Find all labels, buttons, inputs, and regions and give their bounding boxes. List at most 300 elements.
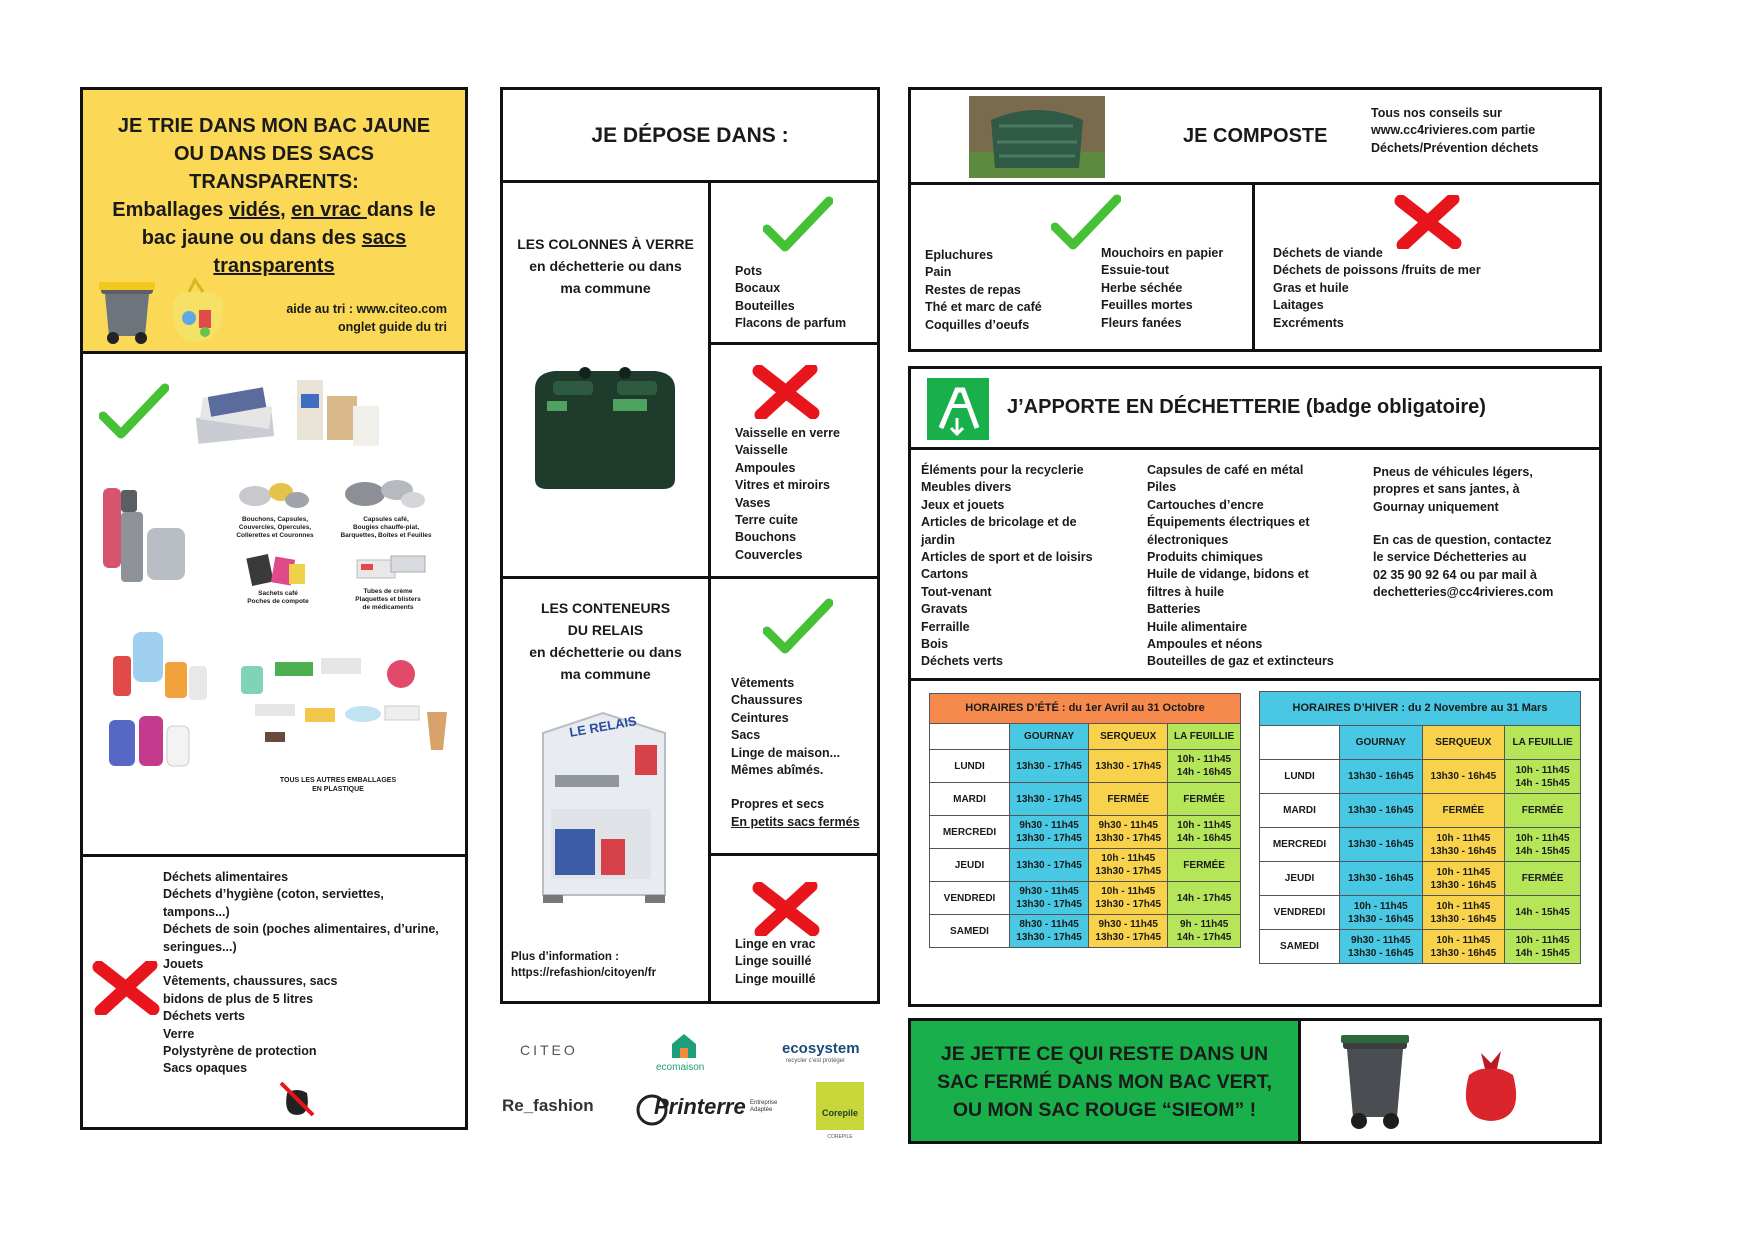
hours-cell <box>1505 930 1581 964</box>
winter-hours-title: HORAIRES D’HIVER : du 2 Novembre au 31 Mars <box>1260 692 1581 726</box>
decheterie-contact-line: 02 35 90 92 64 ou par mail à <box>1373 567 1537 582</box>
hours-row <box>1260 896 1581 930</box>
day-cell: LUNDI <box>930 750 1010 783</box>
compost-refused-item: Déchets de poissons /fruits de mer <box>1273 263 1481 278</box>
compost-accepted-item: Thé et marc de café <box>925 300 1042 315</box>
hours-value: 10h - 11h45 <box>1177 754 1232 765</box>
decheterie-item: Meubles divers <box>921 480 1012 495</box>
relais-accepted-panel <box>708 576 880 856</box>
yellow-bin-subtitle-line: bac jaune ou dans des sacs <box>141 227 407 249</box>
compost-accepted-item: Essuie-tout <box>1101 263 1170 278</box>
decheterie-tyre-note: Pneus de véhicules légers, <box>1373 465 1533 479</box>
hours-value: 10h - 11h45 <box>1515 764 1570 776</box>
hours-value: 13h30 - 17h45 <box>1095 833 1162 844</box>
day-cell: VENDREDI <box>1260 896 1340 930</box>
decheterie-hours-panel <box>908 678 1602 1007</box>
relais-refused-item: Linge mouillé <box>735 971 816 986</box>
compost-accepted-item: Herbe séchée <box>1101 280 1183 295</box>
day-cell: LUNDI <box>1260 760 1340 794</box>
hours-cell <box>1010 816 1089 849</box>
refused-item: Vêtements, chaussures, sacs <box>163 974 338 989</box>
hours-cell <box>1340 930 1423 964</box>
hours-row <box>930 750 1241 783</box>
printerre-tagline: Adaptée <box>750 1107 773 1113</box>
hours-cell <box>1340 896 1423 930</box>
glass-refused-item: Ampoules <box>735 460 796 475</box>
hours-cell <box>1089 816 1168 849</box>
decheterie-item: Jeux et jouets <box>921 497 1005 512</box>
hours-row <box>1260 930 1581 964</box>
relais-accepted-item: Propres et secs <box>731 797 825 812</box>
decheterie-item: Éléments pour la recyclerie <box>921 463 1084 477</box>
glass-refused-item: Vaisselle <box>735 443 788 458</box>
hours-cell <box>1505 896 1581 930</box>
hours-value: 13h30 - 17h45 <box>1095 899 1162 910</box>
summer-hours-table <box>929 693 1241 948</box>
corepile-logo <box>816 1082 864 1130</box>
yellow-bin-refused-panel <box>80 854 468 1130</box>
image-caption: Bougies chauffe-plat, <box>352 524 420 531</box>
compost-accepted-item: Pain <box>925 265 952 280</box>
depose-title: JE DÉPOSE DANS : <box>591 124 789 147</box>
relais-container-info <box>500 576 711 1004</box>
decheterie-contact-line: dechetteries@cc4rivieres.com <box>1373 585 1554 600</box>
day-cell: MERCREDI <box>930 816 1010 849</box>
glass-accepted-item: Flacons de parfum <box>735 316 847 331</box>
compost-accepted-item: Feuilles mortes <box>1101 298 1193 313</box>
refused-item: Déchets d’hygiène (coton, serviettes, <box>163 887 384 902</box>
glass-title-line: en déchetterie ou dans <box>529 258 682 274</box>
refused-item: bidons de plus de 5 litres <box>163 991 314 1006</box>
hours-value: 10h - 11h45 <box>1101 886 1156 897</box>
hours-cell <box>1422 794 1505 828</box>
hours-row <box>1260 794 1581 828</box>
image-caption: EN PLASTIQUE <box>312 786 364 793</box>
hours-cell <box>1340 760 1423 794</box>
hours-cell <box>1089 882 1168 915</box>
hours-cell <box>1168 915 1241 948</box>
decheterie-item: Articles de bricolage et de <box>921 515 1077 530</box>
compost-refused-item: Gras et huile <box>1273 280 1349 295</box>
compost-refused-item: Laitages <box>1273 298 1324 313</box>
winter-hours-table <box>1259 691 1581 964</box>
cartons-image <box>293 374 385 456</box>
printerre-logo: Printerre <box>654 1094 746 1119</box>
hours-value: FERMÉE <box>1183 859 1225 871</box>
hours-value: 13h30 - 16h45 <box>1347 839 1414 850</box>
image-caption: Capsules café, <box>363 516 409 523</box>
decheterie-title: J’APPORTE EN DÉCHETTERIE (badge obligatoire) <box>1007 396 1486 418</box>
glass-accepted-item: Pots <box>735 264 763 278</box>
hours-value: 9h30 - 11h45 <box>1098 919 1158 930</box>
decheterie-item: Tout-venant <box>921 584 992 599</box>
decheterie-tyre-note: propres et sans jantes, à <box>1373 482 1520 497</box>
hours-cell <box>1010 849 1089 882</box>
glass-refused-item: Vases <box>735 495 771 510</box>
citeo-help-line: aide au tri : www.citeo.com <box>286 302 447 316</box>
green-bin-panel <box>908 1018 1602 1144</box>
ecosystem-logo: ecosystem <box>782 1040 860 1057</box>
summer-hours-title: HORAIRES D’ÉTÉ : du 1er Avril au 31 Octobre <box>930 694 1241 724</box>
yellow-bin-subtitle-line: transparents <box>213 255 335 277</box>
hours-value: 10h - 11h45 <box>1101 853 1156 864</box>
hours-value: 10h - 11h45 <box>1436 866 1491 878</box>
decheterie-header <box>908 366 1602 450</box>
image-caption: Sachets café <box>258 590 298 597</box>
hours-row <box>1260 862 1581 896</box>
hours-cell <box>1168 816 1241 849</box>
hours-cell <box>1422 930 1505 964</box>
hours-value: 13h30 - 16h45 <box>1430 947 1497 959</box>
refused-item: tampons...) <box>163 904 230 919</box>
relais-refused-panel <box>708 853 880 1004</box>
relais-refused-item: Linge souillé <box>735 954 812 969</box>
image-caption: TOUS LES AUTRES EMBALLAGES <box>279 777 397 784</box>
compost-bin-image <box>969 96 1105 178</box>
day-cell: MERCREDI <box>1260 828 1340 862</box>
compost-accepted-item: Mouchoirs en papier <box>1101 246 1224 260</box>
compost-accepted-item: Coquilles d’oeufs <box>925 317 1030 332</box>
green-bin-title-line: SAC FERMÉ DANS MON BAC VERT, <box>937 1071 1272 1093</box>
hours-cell <box>1089 783 1168 816</box>
hours-value: 13h30 - 16h45 <box>1430 845 1497 857</box>
hours-value: 10h - 11h45 <box>1515 832 1570 844</box>
glass-refused-item: Vaisselle en verre <box>735 426 840 440</box>
ecomaison-house-icon <box>668 1030 700 1060</box>
hours-value: 13h30 - 16h45 <box>1430 913 1497 925</box>
hours-value: FERMÉE <box>1521 873 1564 884</box>
decheterie-item: Ferraille <box>921 619 970 634</box>
hours-value: 10h - 11h45 <box>1515 934 1570 946</box>
plastic-bottles-image <box>105 626 215 776</box>
hours-value: 13h30 - 17h45 <box>1016 760 1082 772</box>
hours-value: 13h30 - 17h45 <box>1095 932 1162 943</box>
check-icon <box>763 195 833 255</box>
metal-cans-image <box>93 482 193 592</box>
header-gournay: GOURNAY <box>1010 724 1089 750</box>
hours-cell <box>1168 750 1241 783</box>
transparent-bags-icon <box>165 276 231 346</box>
cross-icon <box>91 961 161 1015</box>
hours-cell <box>1505 794 1581 828</box>
corner-cell <box>1260 726 1340 760</box>
hours-cell <box>1089 849 1168 882</box>
hours-value: 14h - 15h45 <box>1515 907 1570 918</box>
yellow-bin-title-line: OU DANS DES SACS <box>173 143 375 165</box>
hours-cell <box>1010 750 1089 783</box>
check-icon <box>1051 193 1121 253</box>
refused-item: Déchets alimentaires <box>163 870 289 884</box>
decheterie-items-panel <box>908 447 1602 681</box>
compost-advice-line: www.cc4rivieres.com partie <box>1371 123 1536 138</box>
green-bin-title-box <box>911 1021 1301 1141</box>
hours-cell <box>1168 783 1241 816</box>
decheterie-tyre-note: Gournay uniquement <box>1373 499 1499 514</box>
hours-value: 13h30 - 17h45 <box>1095 760 1162 772</box>
refused-item: Déchets verts <box>163 1009 245 1024</box>
hours-cell <box>1010 882 1089 915</box>
hours-cell <box>1340 794 1423 828</box>
hours-cell <box>1089 750 1168 783</box>
compost-advice-line: Déchets/Prévention déchets <box>1371 140 1539 155</box>
decheterie-item: Produits chimiques <box>1147 550 1263 565</box>
decheterie-item: Cartouches d’encre <box>1147 497 1264 512</box>
relais-accepted-item: Mêmes abîmés. <box>731 763 824 778</box>
decheterie-item: Cartons <box>921 567 969 582</box>
relais-refused-item: Linge en vrac <box>735 937 816 951</box>
green-wheelie-bin-icon <box>1339 1033 1415 1131</box>
compost-refused-item: Excréments <box>1273 315 1344 330</box>
hours-value: 10h - 11h45 <box>1436 934 1491 946</box>
summer-hours-rows <box>930 750 1241 948</box>
refused-item: Polystyrène de protection <box>163 1044 317 1059</box>
winter-hours-rows <box>1260 760 1581 964</box>
hours-cell <box>1168 849 1241 882</box>
image-caption: Bouchons, Capsules, <box>241 516 309 523</box>
hours-cell <box>1340 862 1423 896</box>
header-serqueux: SERQUEUX <box>1422 726 1505 760</box>
hours-cell <box>1340 828 1423 862</box>
image-caption: Collerettes et Couronnes <box>236 532 314 539</box>
relais-accepted-item: Chaussures <box>731 693 803 708</box>
hours-row <box>1260 760 1581 794</box>
hours-value: 13h30 - 16h45 <box>1430 771 1497 782</box>
hours-value: 13h30 - 17h45 <box>1016 932 1082 943</box>
hours-row <box>930 783 1241 816</box>
hours-value: 9h30 - 11h45 <box>1098 820 1158 831</box>
glass-title-line: LES COLONNES À VERRE <box>517 236 694 252</box>
hours-value: 13h30 - 17h45 <box>1016 793 1082 805</box>
capsules-image <box>341 472 431 514</box>
relais-title-line: en déchetterie ou dans <box>529 644 682 660</box>
glass-column-info <box>500 180 711 579</box>
header-la-feuillie: LA FEUILLIE <box>1168 724 1241 750</box>
hours-value: 13h30 - 16h45 <box>1347 947 1414 959</box>
citeo-help-line: onglet guide du tri <box>337 320 447 334</box>
glass-refused-item: Vitres et miroirs <box>735 478 830 493</box>
compost-refused-panel <box>1252 182 1602 352</box>
glass-refused-panel <box>708 342 880 579</box>
header-gournay: GOURNAY <box>1340 726 1423 760</box>
hours-row <box>930 882 1241 915</box>
decheterie-item: jardin <box>921 532 956 547</box>
hours-value: 10h - 11h45 <box>1436 900 1491 912</box>
ecomaison-logo: ecomaison <box>656 1062 705 1073</box>
glass-refused-item: Couvercles <box>735 547 803 562</box>
cross-icon <box>751 365 821 419</box>
green-bin-title-line: JE JETTE CE QUI RESTE DANS UN <box>940 1043 1269 1065</box>
yellow-bin-subtitle-line: Emballages vidés, en vrac dans le <box>112 199 436 221</box>
compost-accepted-panel <box>908 182 1255 352</box>
decheterie-item: électroniques <box>1147 532 1229 547</box>
glass-title-line: ma commune <box>560 280 651 296</box>
refused-item: Sacs opaques <box>163 1061 248 1076</box>
plastic-packaging-image <box>235 654 455 754</box>
decheterie-item: Capsules de café en métal <box>1147 463 1304 477</box>
hours-cell <box>1010 783 1089 816</box>
decheterie-item: Huile alimentaire <box>1147 619 1248 634</box>
hours-value: 14h - 15h45 <box>1515 777 1570 789</box>
yellow-bin-title-line: JE TRIE DANS MON BAC JAUNE <box>117 115 431 137</box>
image-caption: Barquettes, Boîtes et Feuilles <box>340 532 432 539</box>
relais-container-image <box>529 709 679 909</box>
hours-value: FERMÉE <box>1107 793 1150 805</box>
hours-row <box>930 915 1241 948</box>
day-cell: MARDI <box>1260 794 1340 828</box>
corepile-logo-text: Corepile <box>821 1108 858 1118</box>
refused-item: seringues...) <box>163 939 237 954</box>
decheterie-item: Batteries <box>1147 602 1201 617</box>
hours-value: 14h - 17h45 <box>1176 932 1232 943</box>
hours-row <box>930 816 1241 849</box>
hours-cell <box>1422 760 1505 794</box>
day-cell: MARDI <box>930 783 1010 816</box>
red-trash-bag-icon <box>1451 1045 1531 1125</box>
hours-cell <box>1505 760 1581 794</box>
hours-value: 13h30 - 17h45 <box>1016 859 1082 871</box>
compost-title: JE COMPOSTE <box>1183 125 1328 147</box>
day-cell: SAMEDI <box>930 915 1010 948</box>
decheterie-item: Articles de sport et de loisirs <box>921 550 1093 565</box>
hours-value: 13h30 - 16h45 <box>1347 771 1414 782</box>
glass-accepted-panel <box>708 180 880 345</box>
decheterie-item: Gravats <box>921 602 968 617</box>
decheterie-item: Bois <box>921 637 949 652</box>
decheterie-item: Piles <box>1147 480 1177 495</box>
image-caption: Tubes de crème <box>363 588 413 595</box>
decheterie-item: Ampoules et néons <box>1147 637 1263 652</box>
hours-value: 9h30 - 11h45 <box>1019 886 1079 897</box>
hours-value: 13h30 - 17h45 <box>1095 866 1162 877</box>
decheterie-contact-line: le service Déchetteries au <box>1373 550 1527 565</box>
image-caption: Plaquettes et blisters <box>355 596 421 603</box>
cross-icon <box>1393 195 1463 249</box>
glass-accepted-item: Bocaux <box>735 281 781 296</box>
printerre-tagline: Entreprise <box>750 1100 778 1106</box>
hours-value: 14h - 17h45 <box>1176 892 1232 904</box>
relais-title-line: DU RELAIS <box>567 622 644 638</box>
refused-item: Verre <box>163 1026 195 1041</box>
yellow-bin-accepted-panel <box>80 351 468 857</box>
image-caption: de médicaments <box>362 604 414 611</box>
hours-value: 13h30 - 16h45 <box>1347 873 1414 884</box>
refashion-logo: Re_fashion <box>502 1096 594 1115</box>
hours-value: FERMÉE <box>1442 805 1485 816</box>
hours-value: 14h - 16h45 <box>1176 767 1232 778</box>
hours-cell <box>1505 862 1581 896</box>
hours-value: 13h30 - 16h45 <box>1430 879 1497 891</box>
compost-accepted-item: Fleurs fanées <box>1101 315 1182 330</box>
yellow-bin-title-line: TRANSPARENTS: <box>189 171 359 193</box>
hours-value: 13h30 - 16h45 <box>1347 805 1414 816</box>
ecosystem-tagline: recycler c’est protéger <box>786 1058 846 1064</box>
hours-value: 13h30 - 17h45 <box>1016 833 1082 844</box>
compost-advice-line: Tous nos conseils sur <box>1371 106 1503 120</box>
hours-value: 14h - 15h45 <box>1515 845 1570 857</box>
relais-accepted-item: En petits sacs fermés <box>731 814 860 829</box>
relais-accepted-item: Vêtements <box>731 676 795 690</box>
newspapers-image <box>191 384 281 448</box>
relais-accepted-item: Ceintures <box>731 710 789 725</box>
hours-cell <box>1010 915 1089 948</box>
image-caption: Poches de compote <box>247 598 309 605</box>
hours-value: FERMÉE <box>1183 793 1225 805</box>
hours-value: 13h30 - 16h45 <box>1347 913 1414 925</box>
no-opaque-bag-icon <box>277 1079 317 1119</box>
hours-value: 9h30 - 11h45 <box>1351 934 1411 946</box>
hours-row <box>1260 828 1581 862</box>
cross-icon <box>751 882 821 936</box>
relais-info-line: https://refashion/citoyen/fr <box>511 967 657 979</box>
refused-item: Jouets <box>163 957 204 972</box>
hours-value: 10h - 11h45 <box>1177 820 1232 831</box>
hours-value: 14h - 15h45 <box>1515 947 1570 959</box>
citeo-logo: CITEO <box>520 1042 578 1058</box>
compost-header <box>908 87 1602 185</box>
decheterie-sign-icon <box>927 378 989 440</box>
day-cell: JEUDI <box>1260 862 1340 896</box>
glass-accepted-item: Bouteilles <box>735 298 795 313</box>
decheterie-contact-line: En cas de question, contactez <box>1373 533 1552 547</box>
header-serqueux: SERQUEUX <box>1089 724 1168 750</box>
compost-refused-item: Déchets de viande <box>1273 246 1383 260</box>
check-icon <box>99 382 169 442</box>
hours-value: 9h30 - 11h45 <box>1019 820 1079 831</box>
relais-accepted-item: Linge de maison... <box>731 745 841 760</box>
header-la-feuillie: LA FEUILLIE <box>1505 726 1581 760</box>
decheterie-item: Déchets verts <box>921 654 1003 669</box>
glass-refused-item: Terre cuite <box>735 513 798 528</box>
hours-cell <box>1422 896 1505 930</box>
depose-header <box>500 87 880 183</box>
hours-cell <box>1505 828 1581 862</box>
compost-accepted-item: Epluchures <box>925 248 994 262</box>
day-cell: VENDREDI <box>930 882 1010 915</box>
hours-value: 8h30 - 11h45 <box>1019 919 1079 930</box>
corner-cell <box>930 724 1010 750</box>
relais-info-line: Plus d’information : <box>511 951 619 963</box>
image-caption: Couvercles, Opercules, <box>238 524 312 531</box>
refused-item: Déchets de soin (poches alimentaires, d’urine, <box>163 922 439 937</box>
corepile-caption: COREPILE <box>827 1134 853 1140</box>
relais-title-line: ma commune <box>560 666 651 682</box>
decheterie-item: Équipements électriques et <box>1147 515 1310 530</box>
hours-cell <box>1168 882 1241 915</box>
hours-cell <box>1422 862 1505 896</box>
compost-accepted-item: Restes de repas <box>925 282 1021 297</box>
decheterie-item: filtres à huile <box>1147 584 1225 599</box>
partner-logos <box>500 1030 880 1150</box>
hours-value: 10h - 11h45 <box>1436 832 1491 844</box>
hours-value: 14h - 16h45 <box>1176 833 1232 844</box>
blister-packs-image <box>351 550 431 586</box>
relais-accepted-item: Sacs <box>731 728 761 743</box>
caps-image <box>235 474 315 514</box>
yellow-wheelie-bin-icon <box>95 278 159 346</box>
glass-container-image <box>525 353 685 493</box>
hours-value: 10h - 11h45 <box>1353 900 1408 912</box>
coffee-bags-image <box>243 550 313 590</box>
hours-cell <box>1089 915 1168 948</box>
hours-value: 9h - 11h45 <box>1179 919 1229 930</box>
hours-value: FERMÉE <box>1521 805 1564 816</box>
decheterie-item: Huile de vidange, bidons et <box>1147 567 1309 582</box>
green-bin-title-line: OU MON SAC ROUGE “SIEOM” ! <box>952 1099 1257 1121</box>
check-icon <box>763 597 833 657</box>
glass-refused-item: Bouchons <box>735 530 797 545</box>
day-cell: JEUDI <box>930 849 1010 882</box>
hours-row <box>930 849 1241 882</box>
